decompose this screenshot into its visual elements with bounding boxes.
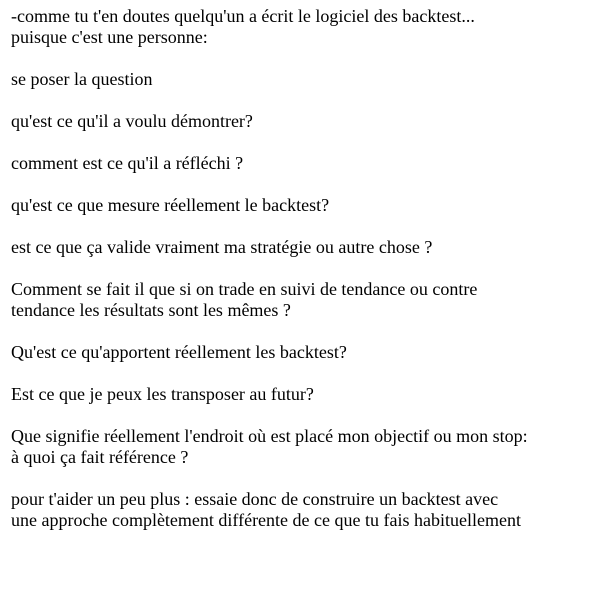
question-9 [11, 426, 611, 468]
question-4 [11, 195, 611, 216]
question-6 [11, 279, 611, 321]
question-9-line-1: Que signifie réellement l'endroit où est placé mon objectif ou mon stop: [11, 426, 528, 446]
intro-paragraph [11, 6, 611, 48]
question-6-line-2: tendance les résultats sont les mêmes ? [11, 300, 291, 320]
question-6-line-1: Comment se fait il que si on trade en suivi de tendance ou contre [11, 279, 478, 299]
intro-line-2: puisque c'est une personne: [11, 27, 208, 47]
question-3 [11, 153, 611, 174]
question-5-text: est ce que ça valide vraiment ma stratégie ou autre chose ? [11, 237, 433, 257]
intro-line-1: -comme tu t'en doutes quelqu'un a écrit le logiciel des backtest... [11, 6, 475, 26]
question-9-line-2: à quoi ça fait référence ? [11, 447, 189, 467]
question-8-text: Est ce que je peux les transposer au futur? [11, 384, 314, 404]
question-7 [11, 342, 611, 363]
forum-post-body [11, 6, 611, 552]
question-1-text: se poser la question [11, 69, 153, 89]
question-3-text: comment est ce qu'il a réfléchi ? [11, 153, 244, 173]
question-4-text: qu'est ce que mesure réellement le backtest? [11, 195, 330, 215]
question-5 [11, 237, 611, 258]
question-7-text: Qu'est ce qu'apportent réellement les backtest? [11, 342, 347, 362]
question-2-text: qu'est ce qu'il a voulu démontrer? [11, 111, 253, 131]
question-1 [11, 69, 611, 90]
closing-line-2: une approche complètement différente de ce que tu fais habituellement [11, 510, 521, 530]
closing-line-1: pour t'aider un peu plus : essaie donc de construire un backtest avec [11, 489, 499, 509]
question-2 [11, 111, 611, 132]
closing-paragraph [11, 489, 611, 531]
question-8 [11, 384, 611, 405]
